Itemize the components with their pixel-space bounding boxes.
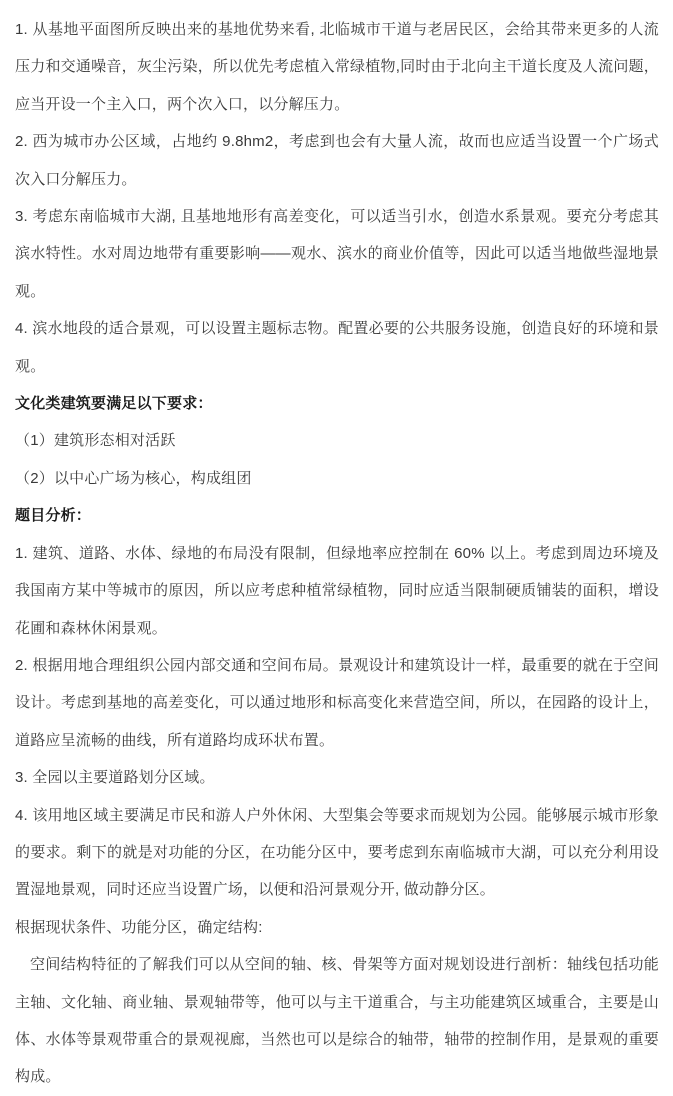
paragraph-analysis-1: 1. 建筑、道路、水体、绿地的布局没有限制，但绿地率应控制在 60% 以上。考虑到周边环境及我国南方某中等城市的原因，所以应考虑种植常绿植物，同时应适当限制硬质铺装的面积，增设花圃和森林休闲景观。 bbox=[15, 544, 659, 637]
paragraph-southeast-lake-3: 3. 考虑东南临城市大湖, 且基地地形有高差变化，可以适当引水，创造水系景观。要充分考虑其滨水特性。水对周边地带有重要影响——观水、滨水的商业价值等，因此可以适当地做些湿地景观。 bbox=[15, 208, 659, 300]
paragraph-west-office-area-2: 2. 西为城市办公区域，占地约 9.8hm2，考虑到也会有大量人流，故而也应适当设置一个广场式次入口分解压力。 bbox=[15, 133, 659, 188]
paragraph-requirement-1: （1）建筑形态相对活跃 bbox=[15, 432, 176, 450]
paragraph-analysis-2: 2. 根据用地合理组织公园内部交通和空间布局。景观设计和建筑设计一样，最重要的就在于空间设计。考虑到基地的高差变化，可以通过地形和标高变化来营造空间，所以，在园路的设计上，道路应呈流畅的曲线，所有道路均成环状布置。 bbox=[15, 656, 659, 749]
paragraph-requirement-2: （2）以中心广场为核心，构成组团 bbox=[15, 469, 252, 487]
heading-cultural-building-requirements: 文化类建筑要满足以下要求： bbox=[15, 395, 213, 413]
paragraph-site-advantage-1: 1. 从基地平面图所反映出来的基地优势来看, 北临城市干道与老居民区，会给其带来更多的人流压力和交通噪音，灰尘污染，所以优先考虑植入常绿植物,同时由于北向主干道长度及人流问题，应当开设一个主入口，两个次入口，以分解压力。 bbox=[15, 21, 659, 113]
paragraph-analysis-4: 4. 该用地区域主要满足市民和游人户外休闲、大型集会等要求而规划为公园。能够展示城市形象的要求。剩下的就是对功能的分区，在功能分区中，要考虑到东南临城市大湖，可以充分利用设置湿地景观，同时还应当设置广场，以便和沿河景观分开, 做动静分区。 bbox=[15, 806, 659, 899]
paragraph-analysis-3: 3. 全园以主要道路划分区域。 bbox=[15, 769, 215, 787]
heading-topic-analysis: 题目分析： bbox=[15, 507, 92, 525]
paragraph-structure-intro: 根据现状条件、功能分区，确定结构: bbox=[15, 918, 263, 936]
paragraph-waterfront-landscape-4: 4. 滨水地段的适合景观，可以设置主题标志物。配置必要的公共服务设施，创造良好的环境和景观。 bbox=[15, 320, 659, 375]
paragraph-spatial-structure: 空间结构特征的了解我们可以从空间的轴、核、骨架等方面对规划设进行剖析：轴线包括功能主轴、文化轴、商业轴、景观轴带等，他可以与主干道重合，与主功能建筑区域重合，主要是山体、水体等景观带重合的景观视廊，当然也可以是综合的轴带，轴带的控制作用，是景观的重要构成。 bbox=[15, 956, 659, 1086]
